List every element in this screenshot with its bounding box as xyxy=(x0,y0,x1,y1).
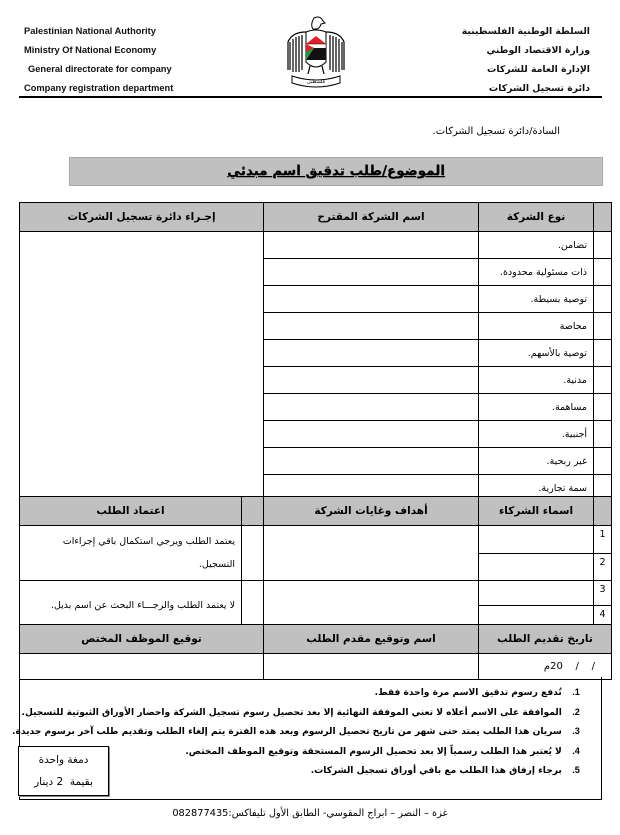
header-approval: اعتماد الطلب xyxy=(20,497,242,526)
submission-date-field[interactable]: / / 20م xyxy=(479,654,612,680)
header-english-line: General directorate for company xyxy=(28,64,172,74)
proposed-name-field[interactable] xyxy=(264,313,479,340)
header-applicant: اسم وتوقيع مقدم الطلب xyxy=(264,625,479,654)
proposed-name-field[interactable] xyxy=(264,286,479,313)
checkbox-cell[interactable] xyxy=(594,340,612,367)
checkbox-cell[interactable] xyxy=(594,421,612,448)
proposed-name-field[interactable] xyxy=(264,448,479,475)
header-divider xyxy=(19,96,602,98)
header-check-blank xyxy=(242,497,264,526)
checkbox-cell[interactable] xyxy=(594,394,612,421)
approve-checkbox[interactable] xyxy=(242,526,264,581)
checkbox-cell[interactable] xyxy=(594,232,612,259)
header-english-line: Company registration department xyxy=(24,83,174,93)
header-officer-signature: توقيع الموظف المختص xyxy=(20,625,264,654)
company-type-option: توصية بالأسهم. xyxy=(479,340,594,367)
checkbox-cell[interactable] xyxy=(594,313,612,340)
header-arabic-line: السلطة الوطنية الفلسطينية xyxy=(461,26,590,37)
company-type-option: تضامن. xyxy=(479,232,594,259)
header-department-action: إجـراء دائرة تسجيل الشركات xyxy=(20,203,264,232)
stamp-line: دمغة واحدة xyxy=(38,754,89,766)
svg-text:فلسطين: فلسطين xyxy=(307,79,325,85)
page-title: الموضوع/طلب تدقيق اسم مبدئي xyxy=(227,163,445,179)
row-number: 3 xyxy=(594,581,612,606)
department-action-field[interactable] xyxy=(20,232,264,502)
addressee: السادة/دائرة تسجيل الشركات. xyxy=(432,126,560,137)
note-item: 5. برجاء إرفاق هذا الطلب مع باقي أوراق تسجيل الشركات. xyxy=(310,765,580,776)
approve-option-text: يعتمد الطلب ويرجي استكمال باقي إجراءات التسجيل. xyxy=(20,526,242,581)
header-english-line: Palestinian National Authority xyxy=(24,26,156,36)
row-number: 2 xyxy=(594,553,612,581)
company-type-option: ذات مسئولية محدودة. xyxy=(479,259,594,286)
header-arabic-block xyxy=(462,22,590,98)
checkbox-cell[interactable] xyxy=(594,367,612,394)
proposed-name-field[interactable] xyxy=(264,367,479,394)
officer-signature-field[interactable] xyxy=(20,654,264,680)
header-english-block xyxy=(24,22,173,98)
revenue-stamp-box xyxy=(18,746,109,796)
note-item: 3. سريان هذا الطلب يمتد حتى شهر من تاريخ تحصيل الرسوم وبعد هذه الفترة يتم إلغاء الطلب وتقديم طلب آخر برسوم جديدة. xyxy=(12,726,580,737)
company-type-option: محاصة xyxy=(479,313,594,340)
objectives-field[interactable] xyxy=(264,526,479,581)
company-type-option: مساهمة. xyxy=(479,394,594,421)
proposed-name-field[interactable] xyxy=(264,259,479,286)
partner-name-field[interactable] xyxy=(479,581,594,606)
header-objectives: أهداف وغايات الشركة xyxy=(264,497,479,526)
header-corner xyxy=(594,497,612,526)
applicant-signature-field[interactable] xyxy=(264,654,479,680)
stamp-line: بقيمة 2 دينار xyxy=(34,776,93,788)
footer-address: غزة – النصر – ابراج المقوسي- الطابق الأول تليفاكس:082877435 xyxy=(172,808,448,819)
submission-table xyxy=(19,624,612,680)
row-number: 1 xyxy=(594,526,612,554)
checkbox-cell[interactable] xyxy=(594,286,612,313)
company-type-option: مدنية. xyxy=(479,367,594,394)
subject-bar xyxy=(69,157,603,186)
company-type-table xyxy=(19,202,612,502)
company-type-option: غير ربحية. xyxy=(479,448,594,475)
checkbox-cell[interactable] xyxy=(594,259,612,286)
note-item: 2. الموافقة على الاسم أعلاه لا تعني الموفقة النهائية إلا بعد تحصيل رسوم تسجيل الشركة واحضار الأوراق الثبوتية للتسجيل. xyxy=(21,706,580,718)
proposed-name-field[interactable] xyxy=(264,394,479,421)
proposed-name-field[interactable] xyxy=(264,232,479,259)
company-type-option: سمة تجارية. xyxy=(479,475,594,502)
reject-option-text: لا يعتمد الطلب والرجـــاء البحث عن اسم بديل. xyxy=(20,581,242,631)
header-partner-names: اسماء الشركاء xyxy=(479,497,594,526)
palestinian-eagle-emblem-icon xyxy=(284,14,348,94)
objectives-field[interactable] xyxy=(264,581,479,631)
proposed-name-field[interactable] xyxy=(264,340,479,367)
header-arabic-line: الإدارة العامة للشركات xyxy=(487,64,590,75)
note-item: 4. لا يُعتبر هذا الطلب رسمياً إلا بعد تحصيل الرسوم المستحقة وتوقيع الموظف المختص. xyxy=(185,745,580,757)
header-corner xyxy=(594,203,612,232)
partner-name-field[interactable] xyxy=(479,553,594,581)
proposed-name-field[interactable] xyxy=(264,421,479,448)
checkbox-cell[interactable] xyxy=(594,448,612,475)
header-arabic-line: وزارة الاقتصاد الوطني xyxy=(486,45,590,56)
header-company-type: نوع الشركة xyxy=(479,203,594,232)
note-item: 1. تُدفع رسوم تدقيق الاسم مرة واحدة فقط. xyxy=(374,687,580,698)
row-number: 4 xyxy=(594,606,612,631)
company-type-option: توصية بسيطة. xyxy=(479,286,594,313)
partner-name-field[interactable] xyxy=(479,526,594,554)
header-arabic-line: دائرة تسجيل الشركات xyxy=(488,83,590,94)
reject-checkbox[interactable] xyxy=(242,581,264,631)
header-submission-date: تاريخ تقديم الطلب xyxy=(479,625,612,654)
company-type-option: أجنبية. xyxy=(479,421,594,448)
header-proposed-name: اسم الشركة المقترح xyxy=(264,203,479,232)
partners-table xyxy=(19,496,612,631)
header-english-line: Ministry Of National Economy xyxy=(24,45,157,55)
